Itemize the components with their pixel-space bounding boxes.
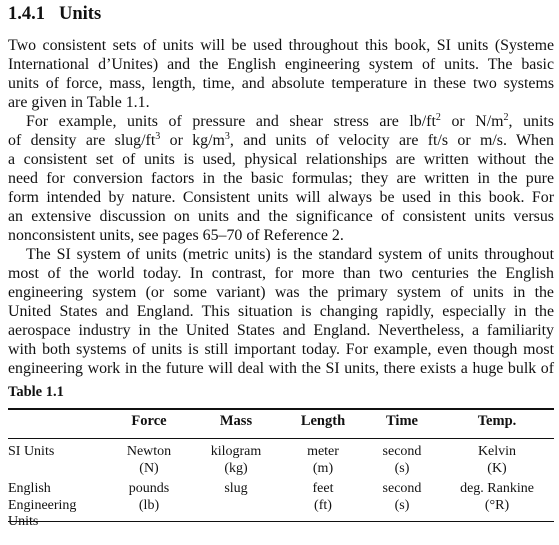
label-line: Engineering [8, 497, 77, 513]
table-cell [282, 481, 364, 514]
column-header-length: Length [300, 413, 346, 429]
text-line: engineering system (or some variant) was the primary system of units in the [8, 284, 554, 301]
label-line: Units [8, 514, 39, 529]
text-run: or kg/m [160, 132, 225, 149]
table-cell [108, 481, 190, 514]
unit-symbol: (s) [394, 460, 410, 476]
text-run: For example, units of pressure and shear stress are lb/ft [26, 113, 436, 130]
text-run: , and units of velocity are ft/s or m/s. When [229, 132, 554, 149]
row-label-si [8, 444, 108, 461]
table-cell [440, 481, 554, 514]
superscript: 3 [224, 131, 230, 142]
table-header-rule [8, 438, 554, 439]
superscript: 3 [155, 131, 161, 142]
unit-name: second [382, 444, 422, 459]
text-line: a consistent set of units is used, physical relationships are written without the [8, 151, 554, 168]
unit-symbol: (K) [487, 460, 507, 476]
text-line: are given in Table 1.1. [8, 94, 150, 111]
label-line: English [8, 481, 51, 496]
unit-name: feet [312, 481, 334, 496]
text-run: or N/m [440, 113, 504, 130]
unit-symbol: (°R) [484, 497, 510, 513]
unit-name: kilogram [210, 444, 262, 459]
text-line [8, 112, 554, 131]
text-run: of density are slug/ft [8, 132, 156, 149]
text-line: need for conversion factors in the basic formulas; they are written in the pure [8, 170, 554, 187]
section-title: Units [59, 4, 102, 24]
table-caption: Table 1.1 [8, 384, 64, 400]
section-number: 1.4.1 [8, 4, 45, 24]
table-cell [108, 444, 190, 477]
table-cell [364, 481, 440, 514]
unit-name: slug [224, 481, 248, 496]
column-header-time: Time [386, 413, 418, 429]
table-cell [190, 444, 282, 477]
column-header-force: Force [131, 413, 167, 429]
text-line: nonconsistent units, see pages 65–70 of Reference 2. [8, 227, 344, 244]
unit-symbol: (lb) [138, 497, 160, 513]
column-header-mass: Mass [219, 413, 253, 429]
text-line: engineering work in the future will deal with the SI units, there exists a huge bulk of [8, 360, 554, 377]
table-top-rule [8, 408, 554, 410]
superscript: 2 [435, 112, 441, 123]
text-line: an extensive discussion on units and the significance of consistent units versus [8, 208, 554, 225]
unit-symbol: (s) [394, 497, 410, 513]
unit-symbol: (m) [312, 460, 334, 476]
table-cell [364, 444, 440, 477]
section-heading [8, 4, 101, 25]
column-header-temp: Temp. [477, 413, 517, 429]
text-line: The SI system of units (metric units) is the standard system of units throughout [26, 246, 554, 263]
text-line: with both systems of units is still important today. For example, even though most [8, 341, 554, 358]
paragraph-2 [8, 112, 554, 245]
paragraph-1 [8, 36, 554, 112]
unit-name: meter [307, 444, 339, 459]
unit-name: second [382, 481, 422, 496]
superscript: 2 [503, 112, 509, 123]
text-run: , units [508, 113, 554, 130]
text-line: Two consistent sets of units will be used throughout this book, SI units (Systeme [8, 37, 554, 54]
text-line: International d’Unites) and the English engineering system of units. The basic [8, 56, 554, 73]
text-line [8, 131, 554, 150]
unit-name: Kelvin [477, 444, 517, 459]
text-line: aerospace industry in the United States and England. Nevertheless, a familiarity [8, 322, 554, 339]
unit-name: deg. Rankine [460, 481, 534, 496]
table-cell [440, 444, 554, 477]
text-line: most of the world today. In contrast, for more than two centuries the English [8, 265, 554, 282]
text-line: form intended by nature. Consistent units will always be used in this book. For [8, 189, 554, 206]
table-cell [190, 481, 282, 498]
table-cell [282, 444, 364, 477]
unit-name: Newton [126, 444, 172, 459]
unit-symbol: (N) [139, 460, 159, 476]
unit-symbol: (ft) [314, 497, 332, 513]
text-line: units of force, mass, length, time, and absolute temperature in these two systems [8, 75, 554, 92]
text-line: United States and England. This situation is changing rapidly, especially in the [8, 303, 554, 320]
row-label-english [8, 481, 108, 531]
paragraph-3 [8, 245, 554, 378]
unit-name: pounds [128, 481, 170, 496]
unit-symbol: (kg) [224, 460, 248, 476]
label-line: SI Units [8, 444, 55, 459]
